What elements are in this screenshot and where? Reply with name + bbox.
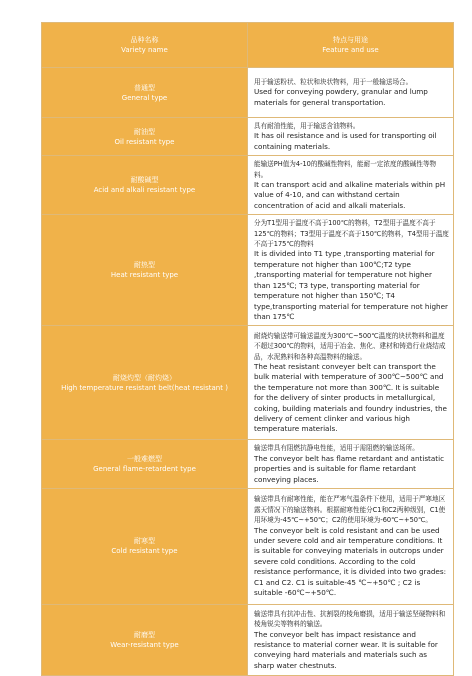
table-row: [42, 440, 454, 489]
variety-cell: [42, 326, 248, 440]
variety-cell: [42, 68, 248, 118]
feature-cell: [248, 118, 454, 156]
feature-cell: [248, 156, 454, 215]
variety-name-en: General type: [121, 93, 168, 102]
variety-name-cn: 耐酸碱型: [130, 176, 159, 185]
variety-name-cn: 耐油型: [134, 127, 155, 136]
table-row: [42, 68, 454, 118]
table-row: [42, 156, 454, 215]
header-variety-en: Variety name: [121, 46, 168, 54]
feature-text-cn: 输送带具有耐寒性能，能在严寒气温条件下使用，适用于严寒地区露天情况下的输送物料。根据耐寒性能分C1和C2两种级别，C1使用环境为-45℃~+50℃；C2的使用环境为-60℃~+50℃。: [254, 495, 446, 525]
variety-name-cn: 耐热型: [134, 261, 155, 270]
header-variety-cell: [42, 23, 248, 68]
variety-cell: [42, 118, 248, 156]
header-feature-en: Feature and use: [322, 46, 379, 54]
product-table-sheet: [41, 22, 454, 676]
variety-name-en: Wear-resistant type: [110, 640, 179, 649]
variety-cell: [42, 488, 248, 604]
variety-name-cn: 耐烧灼型（耐灼烧）: [113, 373, 176, 382]
feature-text-cn: 用于输送粉状、粒状和块状物料，用于一般输送场合。: [254, 77, 413, 86]
feature-text-cn: 能输送PH值为4-10的酸碱性物料，能耐一定浓度的酸碱性等物料。: [254, 160, 437, 179]
product-table: [41, 22, 454, 676]
table-row: [42, 118, 454, 156]
feature-text-en: It has oil resistance and is used for transporting oil containing materials.: [254, 131, 437, 151]
feature-text-en: It can transport acid and alkaline materials within pH value of 4-10, and can withstand certain concentration of acid and alkali materials.: [254, 180, 446, 210]
feature-text-en: The conveyor belt has flame retardant and antistatic properties and is suitable for flame retardant conveying places.: [254, 453, 445, 484]
feature-text-en: The conveyor belt is cold resistant and can be used under severe cold and air temperature conditions. It is suitable for conveying materials in outcrops under severe cold conditions. According to the cold resistance performance, it is divided into two grades: C1 and C2. C1 is suitable-45 ℃~+50℃ ; C2 is suitable -60℃~+50℃.: [254, 525, 447, 598]
header-feature-cn: 特点与用途: [333, 36, 368, 44]
header-feature-cell: [248, 23, 454, 68]
feature-text-cn: 输送带具有阻燃抗静电性能，适用于需阻燃的输送场所。: [254, 444, 419, 453]
variety-name-en: Oil resistant type: [114, 137, 175, 146]
feature-text-cn: 耐烧灼输送带可输送温度为300℃~500℃温度的块状物料和温度不超过300℃的物料，适用于冶金、焦化、建材和铸造行业烧结成品，水泥熟料和各种高温物料的输送。: [254, 331, 446, 361]
variety-cell: [42, 156, 248, 215]
table-header-row: [42, 23, 454, 68]
table-row: [42, 215, 454, 326]
feature-text-cn: 分为T1型用于温度不高于100℃的物料，T2型用于温度不高于125℃的物料；T3型用于温度不高于150℃的物料，T4型用于温度不高于175℃的物料: [254, 219, 449, 249]
header-variety-cn: 品种名称: [130, 36, 159, 44]
feature-cell: [248, 488, 454, 604]
feature-cell: [248, 215, 454, 326]
feature-text-en: It is divided into T1 type ,transporting material for temperature not higher than 100℃;T2 type ,transporting material for temperature not higher than 125℃; T3 type, transporting material for temperature not higher than 150℃; T4 type,transporting material for temperature not higher than 175℃: [254, 249, 448, 321]
variety-name-en: High temperature resistant belt(heat resistant ): [61, 383, 228, 392]
feature-text-cn: 输送带具有抗冲击性、抗割裂的棱角磨损，适用于输送坚硬物料和棱角锐尖等物料的输送。: [254, 609, 446, 629]
variety-name-cn: 耐磨型: [134, 630, 155, 639]
table-row: [42, 326, 454, 440]
table-row: [42, 604, 454, 675]
variety-name-cn: 普通型: [134, 83, 155, 92]
table-row: [42, 488, 454, 604]
feature-cell: [248, 440, 454, 489]
variety-cell: [42, 440, 248, 489]
feature-text-en: Used for conveying powdery, granular and lump materials for general transportation.: [254, 87, 428, 107]
variety-name-en: Cold resistant type: [111, 547, 178, 556]
feature-cell: [248, 604, 454, 675]
feature-cell: [248, 68, 454, 118]
variety-name-cn: 一般难燃型: [127, 455, 162, 464]
variety-name-en: General flame-retardent type: [93, 465, 196, 474]
variety-name-en: Acid and alkali resistant type: [93, 186, 196, 195]
feature-text-cn: 具有耐油性能，用于输送含油物料。: [254, 122, 360, 130]
feature-text-en: The conveyor belt has impact resistance and resistance to material corner wear. It is suitable for conveying hard materials and materials such as sharp water chestnuts.: [254, 629, 438, 670]
feature-text-en: The heat resistant conveyer belt can transport the bulk material with temperature of 300℃~500℃ and the temperature not more than 300℃. It is suitable for the delivery of sinter products in metallurgical, coking, building materials and foundry industries, the delivery of cement clinker and various high temperature materials.: [254, 362, 447, 434]
variety-cell: [42, 604, 248, 675]
variety-cell: [42, 215, 248, 326]
feature-cell: [248, 326, 454, 440]
variety-name-cn: 耐寒型: [134, 537, 155, 546]
variety-name-en: Heat resistant type: [110, 271, 179, 280]
